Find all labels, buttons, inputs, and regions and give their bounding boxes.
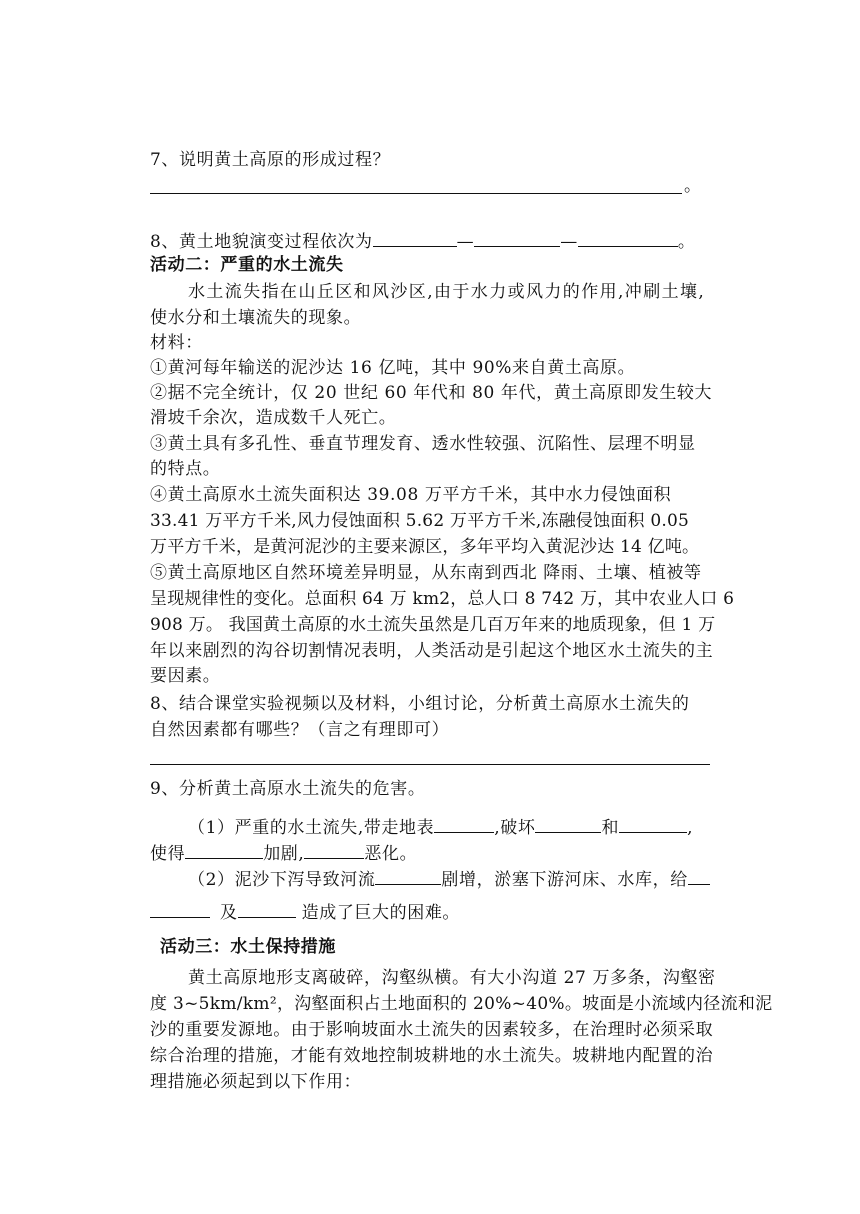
q9-p1-text-g: 恶化。 [364, 844, 418, 864]
blank-give-c[interactable] [238, 900, 296, 918]
material-line-12: 年以来剧烈的沟谷切割情况表明，人类活动是引起这个地区水土流失的主 [150, 641, 714, 661]
q9-p1-text-c: 和 [601, 818, 620, 838]
activity-3-paragraph-line-4: 综合治理的措施，才能有效地控制坡耕地的水土流失。坡耕地内配置的治 [150, 1046, 714, 1066]
material-line-3: 滑坡千余次，造成数千人死亡。 [150, 408, 397, 428]
material-line-6: ④黄土高原水土流失面积达 39.08 万平方千米，其中水力侵蚀面积 [150, 485, 672, 505]
blank-stage-2[interactable] [474, 229, 560, 247]
blank-worsen[interactable] [304, 841, 364, 859]
question-7: 7、说明黄土高原的形成过程？ [150, 150, 391, 170]
q9-p2-text-a: （2）泥沙下泻导致河流 [188, 870, 376, 890]
blank-surface[interactable] [434, 815, 494, 833]
q9-p2-text-b: 剧增，淤塞下游河床、水库，给 [441, 870, 688, 890]
material-line-2: ②据不完全统计，仅 20 世纪 60 年代和 80 年代，黄土高原即发生较大 [150, 383, 713, 403]
material-line-11: 908 万。 我国黄土高原的水土流失虽然是几百万年来的地质现象，但 1 万 [150, 615, 716, 635]
question-8-evolution [150, 229, 695, 252]
material-line-5: 的特点。 [150, 459, 221, 479]
activity-2-intro-line-2: 使水分和土壤流失的现象。 [150, 308, 362, 328]
material-line-4: ③黄土具有多孔性、垂直节理发育、透水性较强、沉陷性、层理不明显 [150, 434, 696, 454]
question-9-part-1-line-1 [188, 815, 693, 838]
q9-p2-text-c: 及 [220, 903, 238, 923]
q9-p1-text-b: ,破坏 [494, 818, 536, 838]
blank-stage-3[interactable] [578, 229, 678, 247]
material-line-9: ⑤黄土高原地区自然环境差异明显，从东南到西北 降雨、土壤、植被等 [150, 563, 702, 583]
q9-p1-text-f: 加剧, [263, 844, 305, 864]
material-line-10: 呈现规律性的变化。总面积 64 万 km2，总人口 8 742 万，其中农业人口 6 [150, 589, 735, 609]
material-line-13: 要因素。 [150, 666, 221, 686]
q9-p2-text-d: 造成了巨大的困难。 [295, 903, 461, 923]
question-8-prefix: 8、黄土地貌演变过程依次为 [150, 232, 373, 252]
question-9-part-2-line-2 [150, 900, 460, 923]
question-8b-line-2: 自然因素都有哪些？（言之有理即可） [150, 720, 450, 740]
blank-destroy-2[interactable] [619, 815, 687, 833]
q9-p1-text-e: 使得 [150, 844, 186, 864]
material-line-8: 万平方千米，是黄河泥沙的主要来源区，多年平均入黄泥沙达 14 亿吨。 [150, 537, 700, 557]
blank-destroy-1[interactable] [535, 815, 601, 833]
question-7-end: 。 [684, 176, 702, 196]
material-label: 材料： [150, 333, 203, 353]
dash-2: — [560, 232, 578, 252]
question-9-part-2-line-1 [188, 867, 710, 890]
question-8-end: 。 [677, 232, 696, 252]
question-9-part-1-line-2 [150, 841, 417, 864]
activity-3-paragraph-line-3: 沙的重要发源地。由于影响坡面水土流失的因素较多，在治理时必须采取 [150, 1020, 714, 1040]
activity-3-title: 活动三：水土保持措施 [160, 937, 336, 957]
question-9-title: 9、分析黄土高原水土流失的危害。 [150, 779, 426, 799]
blank-give-b[interactable] [150, 900, 210, 918]
activity-3-paragraph-line-5: 理措施必须起到以下作用： [150, 1072, 362, 1092]
activity-2-title: 活动二：严重的水土流失 [150, 255, 344, 275]
activity-3-paragraph-line-1: 黄土高原地形支离破碎，沟壑纵横。有大小沟道 27 万多条，沟壑密 [188, 968, 716, 988]
blank-intensify[interactable] [185, 841, 263, 859]
activity-2-intro-line-1: 水土流失指在山丘区和风沙区,由于水力或风力的作用,冲刷土壤, [188, 282, 706, 302]
dash-1: — [456, 232, 475, 252]
blank-river[interactable] [375, 867, 441, 885]
blank-stage-1[interactable] [373, 229, 457, 247]
answer-line-7[interactable] [150, 193, 682, 194]
material-line-7: 33.41 万平方千米,风力侵蚀面积 5.62 万平方千米,冻融侵蚀面积 0.05 [150, 511, 689, 531]
material-line-1: ①黄河每年输送的泥沙达 16 亿吨，其中 90%来自黄土高原。 [150, 358, 636, 378]
answer-line-8b[interactable] [150, 764, 710, 765]
activity-3-paragraph-line-2: 度 3~5km/km²，沟壑面积占土地面积的 20%~40%。坡面是小流域内径流和泥 [150, 994, 773, 1014]
q9-p1-text-d: , [687, 818, 694, 838]
question-8b-line-1: 8、结合课堂实验视频以及材料，小组讨论，分析黄土高原水土流失的 [150, 694, 690, 714]
q9-p1-text-a: （1）严重的水土流失,带走地表 [188, 818, 435, 838]
blank-give-a[interactable] [688, 867, 710, 885]
